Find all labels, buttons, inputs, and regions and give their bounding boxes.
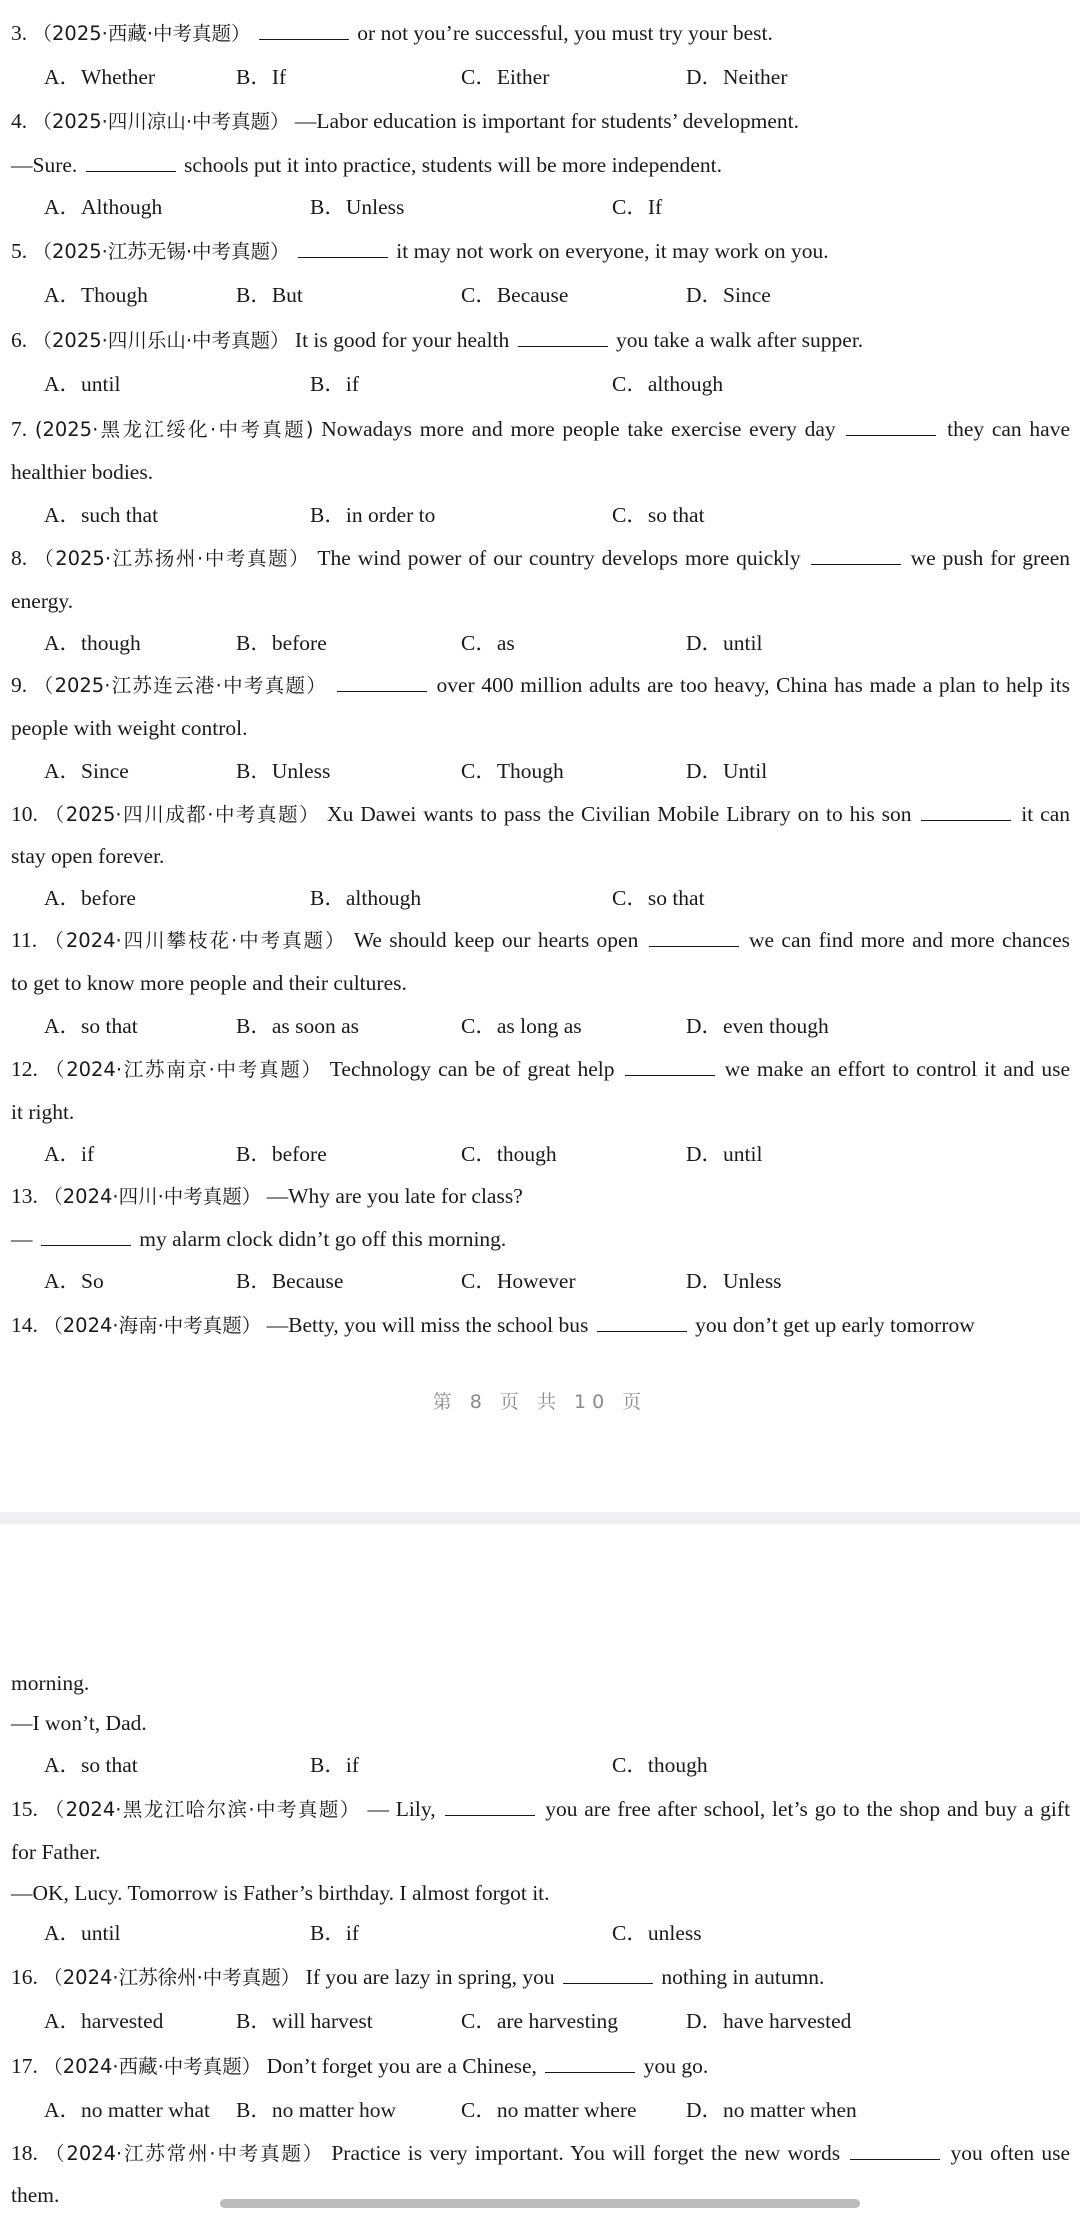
answer-option[interactable]: C．although [612, 372, 724, 396]
answer-blank [563, 1965, 653, 1984]
question-text: it right. [11, 1100, 75, 1124]
question-text: you go. [643, 2054, 709, 2078]
answer-option[interactable]: D．Unless [686, 1269, 782, 1293]
answer-option[interactable]: D．Neither [686, 65, 788, 89]
answer-option[interactable]: A．Whether [44, 65, 156, 89]
options-row [0, 62, 1080, 92]
answer-option[interactable]: C．Either [461, 65, 550, 89]
answer-option[interactable]: A．though [44, 631, 141, 655]
answer-option[interactable]: A．harvested [44, 2009, 164, 2033]
question-line [11, 325, 1070, 356]
question-source: （2024·海南·中考真题） [43, 1314, 262, 1337]
answer-blank [597, 1313, 687, 1332]
answer-option[interactable]: B．Because [236, 1269, 344, 1293]
options-row [0, 1011, 1080, 1041]
question-source: （2024·黑龙江哈尔滨·中考真题） [44, 1798, 361, 1821]
answer-option[interactable]: A．So [44, 1269, 104, 1293]
question-text: Technology can be of great help [329, 1057, 615, 1081]
answer-option[interactable]: A．Although [44, 195, 163, 219]
options-row [0, 280, 1080, 310]
question-number: 9. [11, 673, 28, 697]
answer-option[interactable]: C．so that [612, 886, 705, 910]
question-source: (2025·黑龙江绥化·中考真题) [34, 418, 314, 441]
answer-option[interactable]: A．until [44, 372, 121, 396]
question-line [11, 543, 1070, 574]
answer-option[interactable]: B．before [236, 1142, 327, 1166]
question-source: （2025·西藏·中考真题） [32, 22, 251, 45]
answer-blank [649, 928, 739, 947]
question-text: to get to know more people and their cultures. [11, 971, 407, 995]
answer-option[interactable]: C．no matter where [461, 2098, 637, 2122]
answer-option[interactable]: B．Unless [236, 759, 331, 783]
question-text: morning. [11, 1671, 90, 1695]
question-source: （2024·四川·中考真题） [43, 1185, 262, 1208]
answer-option[interactable]: C．Though [461, 759, 564, 783]
answer-option[interactable]: D．until [686, 631, 763, 655]
question-text: you take a walk after supper. [616, 328, 864, 352]
question-number: 3. [11, 21, 28, 45]
question-text: It is good for your health [294, 328, 510, 352]
options-row [0, 2006, 1080, 2036]
question-text: you are free after school, let’s go to the shop and buy a gift [545, 1797, 1071, 1821]
answer-option[interactable]: A．Since [44, 759, 129, 783]
question-text: they can have [947, 417, 1070, 441]
question-text: —Why are you late for class? [266, 1184, 523, 1208]
answer-blank [86, 153, 176, 172]
question-text: — [11, 1227, 33, 1251]
question-line [11, 1181, 1070, 1212]
question-text: for Father. [11, 1840, 101, 1864]
question-text: Practice is very important. You will forget the new words [331, 2141, 841, 2165]
question-line [11, 236, 1070, 267]
answer-blank [41, 1227, 131, 1246]
answer-option[interactable]: B．if [310, 1921, 359, 1945]
question-line [11, 457, 1070, 487]
answer-blank [545, 2054, 635, 2073]
answer-option[interactable]: A．if [44, 1142, 95, 1166]
answer-option[interactable]: D．even though [686, 1014, 829, 1038]
question-text: energy. [11, 589, 74, 613]
question-text: we can find more and more chances [749, 928, 1071, 952]
answer-option[interactable]: B．no matter how [236, 2098, 397, 2122]
answer-blank [259, 21, 349, 40]
answer-option[interactable]: C．However [461, 1269, 576, 1293]
question-number: 10. [11, 802, 38, 826]
answer-option[interactable]: B．although [310, 886, 422, 910]
document-page-9 [0, 1524, 1080, 2220]
question-text: you often use [950, 2141, 1071, 2165]
options-row [0, 2095, 1080, 2125]
answer-option[interactable]: C．so that [612, 503, 705, 527]
question-text: — Lily, [367, 1797, 436, 1821]
options-row [0, 628, 1080, 658]
page-separator [0, 1512, 1080, 1524]
question-text: or not you’re successful, you must try your best. [357, 21, 773, 45]
question-text: Nowadays more and more people take exercise every day [321, 417, 836, 441]
question-text: —Betty, you will miss the school bus [266, 1313, 589, 1337]
question-number: 15. [11, 1797, 38, 1821]
question-text: schools put it into practice, students will be more independent. [184, 153, 723, 177]
answer-option[interactable]: C．Because [461, 283, 569, 307]
question-line [11, 1310, 1070, 1341]
answer-option[interactable]: D．have harvested [686, 2009, 852, 2033]
question-line [11, 1962, 1070, 1993]
question-source: （2025·四川成都·中考真题） [44, 803, 321, 826]
question-line [11, 925, 1070, 956]
question-text: it may not work on everyone, it may work on you. [396, 239, 829, 263]
question-number: 14. [11, 1313, 38, 1337]
question-text: —Labor education is important for students’ development. [294, 109, 800, 133]
answer-option[interactable]: C．though [612, 1753, 708, 1777]
question-text: over 400 million adults are too heavy, China has made a plan to help its [436, 673, 1070, 697]
page-footer: 第 8 页 共 10 页 [432, 1391, 648, 1413]
question-line [11, 841, 1070, 871]
answer-option[interactable]: D．Since [686, 283, 771, 307]
answer-option[interactable]: A．so that [44, 1014, 138, 1038]
answer-option[interactable]: A．so that [44, 1753, 138, 1777]
options-row [0, 192, 1080, 222]
answer-option[interactable]: C．unless [612, 1921, 702, 1945]
question-source: （2024·江苏常州·中考真题） [45, 2142, 325, 2165]
answer-option[interactable]: C．as [461, 631, 515, 655]
question-line [11, 2138, 1070, 2169]
question-source: （2025·江苏连云港·中考真题） [33, 674, 328, 697]
options-row [0, 1750, 1080, 1780]
question-number: 8. [11, 546, 28, 570]
question-text: them. [11, 2183, 60, 2207]
answer-option[interactable]: B．as soon as [236, 1014, 360, 1038]
question-number: 16. [11, 1965, 38, 1989]
answer-option[interactable]: A．such that [44, 503, 159, 527]
answer-option[interactable]: B．before [236, 631, 327, 655]
question-number: 11. [11, 928, 38, 952]
question-line [11, 1097, 1070, 1127]
answer-option[interactable]: A．Though [44, 283, 148, 307]
question-number: 17. [11, 2054, 38, 2078]
answer-option[interactable]: B．Unless [310, 195, 405, 219]
question-line [11, 586, 1070, 616]
question-line [11, 1708, 1070, 1738]
horizontal-scrollbar[interactable] [220, 2199, 860, 2208]
answer-blank [445, 1797, 535, 1816]
question-source: （2024·江苏南京·中考真题） [44, 1058, 323, 1081]
answer-blank [625, 1057, 715, 1076]
question-line [11, 106, 1070, 137]
options-row [0, 369, 1080, 399]
question-text: —OK, Lucy. Tomorrow is Father’s birthday. I almost forgot it. [11, 1881, 550, 1905]
answer-option[interactable]: B．if [310, 1753, 359, 1777]
answer-blank [846, 417, 936, 436]
answer-option[interactable]: A．until [44, 1921, 121, 1945]
question-text: If you are lazy in spring, you [305, 1965, 555, 1989]
question-line [11, 968, 1070, 998]
question-source: （2024·四川攀枝花·中考真题） [44, 929, 347, 952]
answer-blank [518, 328, 608, 347]
options-row [0, 1266, 1080, 1296]
answer-option[interactable]: B．in order to [310, 503, 436, 527]
answer-option[interactable]: C．are harvesting [461, 2009, 619, 2033]
question-text: you don’t get up early tomorrow [695, 1313, 975, 1337]
question-number: 5. [11, 239, 28, 263]
question-line [11, 1224, 1070, 1254]
options-row [0, 500, 1080, 530]
answer-option[interactable]: B．will harvest [236, 2009, 373, 2033]
answer-option[interactable]: C．as long as [461, 1014, 582, 1038]
answer-option[interactable]: B．if [310, 372, 359, 396]
question-text: we push for green [910, 546, 1071, 570]
answer-option[interactable]: D．Until [686, 759, 768, 783]
answer-blank [811, 546, 901, 565]
question-text: nothing in autumn. [661, 1965, 825, 1989]
question-line [11, 799, 1070, 830]
question-line [11, 1794, 1070, 1825]
question-line [11, 1668, 1070, 1698]
answer-option[interactable]: B．If [236, 65, 287, 89]
question-text: The wind power of our country develops more quickly [317, 546, 801, 570]
question-number: 12. [11, 1057, 38, 1081]
question-number: 6. [11, 328, 28, 352]
options-row [0, 1918, 1080, 1948]
question-line [11, 670, 1070, 701]
question-text: —Sure. [11, 153, 78, 177]
question-text: people with weight control. [11, 716, 248, 740]
question-line [11, 1054, 1070, 1085]
answer-option[interactable]: B．But [236, 283, 303, 307]
question-text: Don’t forget you are a Chinese, [266, 2054, 537, 2078]
question-line [11, 1878, 1070, 1908]
options-row [0, 1139, 1080, 1169]
answer-option[interactable]: C．If [612, 195, 663, 219]
question-line [11, 414, 1070, 445]
question-source: （2025·四川凉山·中考真题） [32, 110, 290, 133]
question-text: We should keep our hearts open [353, 928, 639, 952]
question-text: we make an effort to control it and use [724, 1057, 1071, 1081]
question-text: healthier bodies. [11, 460, 154, 484]
question-source: （2024·西藏·中考真题） [43, 2055, 262, 2078]
answer-blank [298, 239, 388, 258]
question-source: （2025·江苏扬州·中考真题） [34, 547, 311, 570]
question-number: 13. [11, 1184, 38, 1208]
question-number: 4. [11, 109, 28, 133]
answer-blank [921, 802, 1011, 821]
options-row [0, 883, 1080, 913]
answer-option[interactable]: A．no matter what [44, 2098, 210, 2122]
question-source: （2024·江苏徐州·中考真题） [43, 1966, 301, 1989]
options-row [0, 756, 1080, 786]
question-line [11, 2051, 1070, 2082]
question-line [11, 713, 1070, 743]
answer-option[interactable]: D．until [686, 1142, 763, 1166]
question-line [11, 150, 1070, 180]
question-source: （2025·四川乐山·中考真题） [32, 329, 290, 352]
answer-blank [850, 2141, 940, 2160]
question-text: —I won’t, Dad. [11, 1711, 147, 1735]
question-number: 18. [11, 2141, 38, 2165]
question-text: it can [1021, 802, 1070, 826]
question-text: Xu Dawei wants to pass the Civilian Mobile Library on to his son [327, 802, 912, 826]
question-text: stay open forever. [11, 844, 165, 868]
answer-option[interactable]: C．though [461, 1142, 557, 1166]
answer-blank [337, 673, 427, 692]
answer-option[interactable]: A．before [44, 886, 136, 910]
answer-option[interactable]: D．no matter when [686, 2098, 857, 2122]
question-number: 7. [11, 417, 28, 441]
question-source: （2025·江苏无锡·中考真题） [32, 240, 290, 263]
question-text: my alarm clock didn’t go off this morning. [139, 1227, 507, 1251]
question-line [11, 1837, 1070, 1867]
question-line [11, 18, 1070, 49]
